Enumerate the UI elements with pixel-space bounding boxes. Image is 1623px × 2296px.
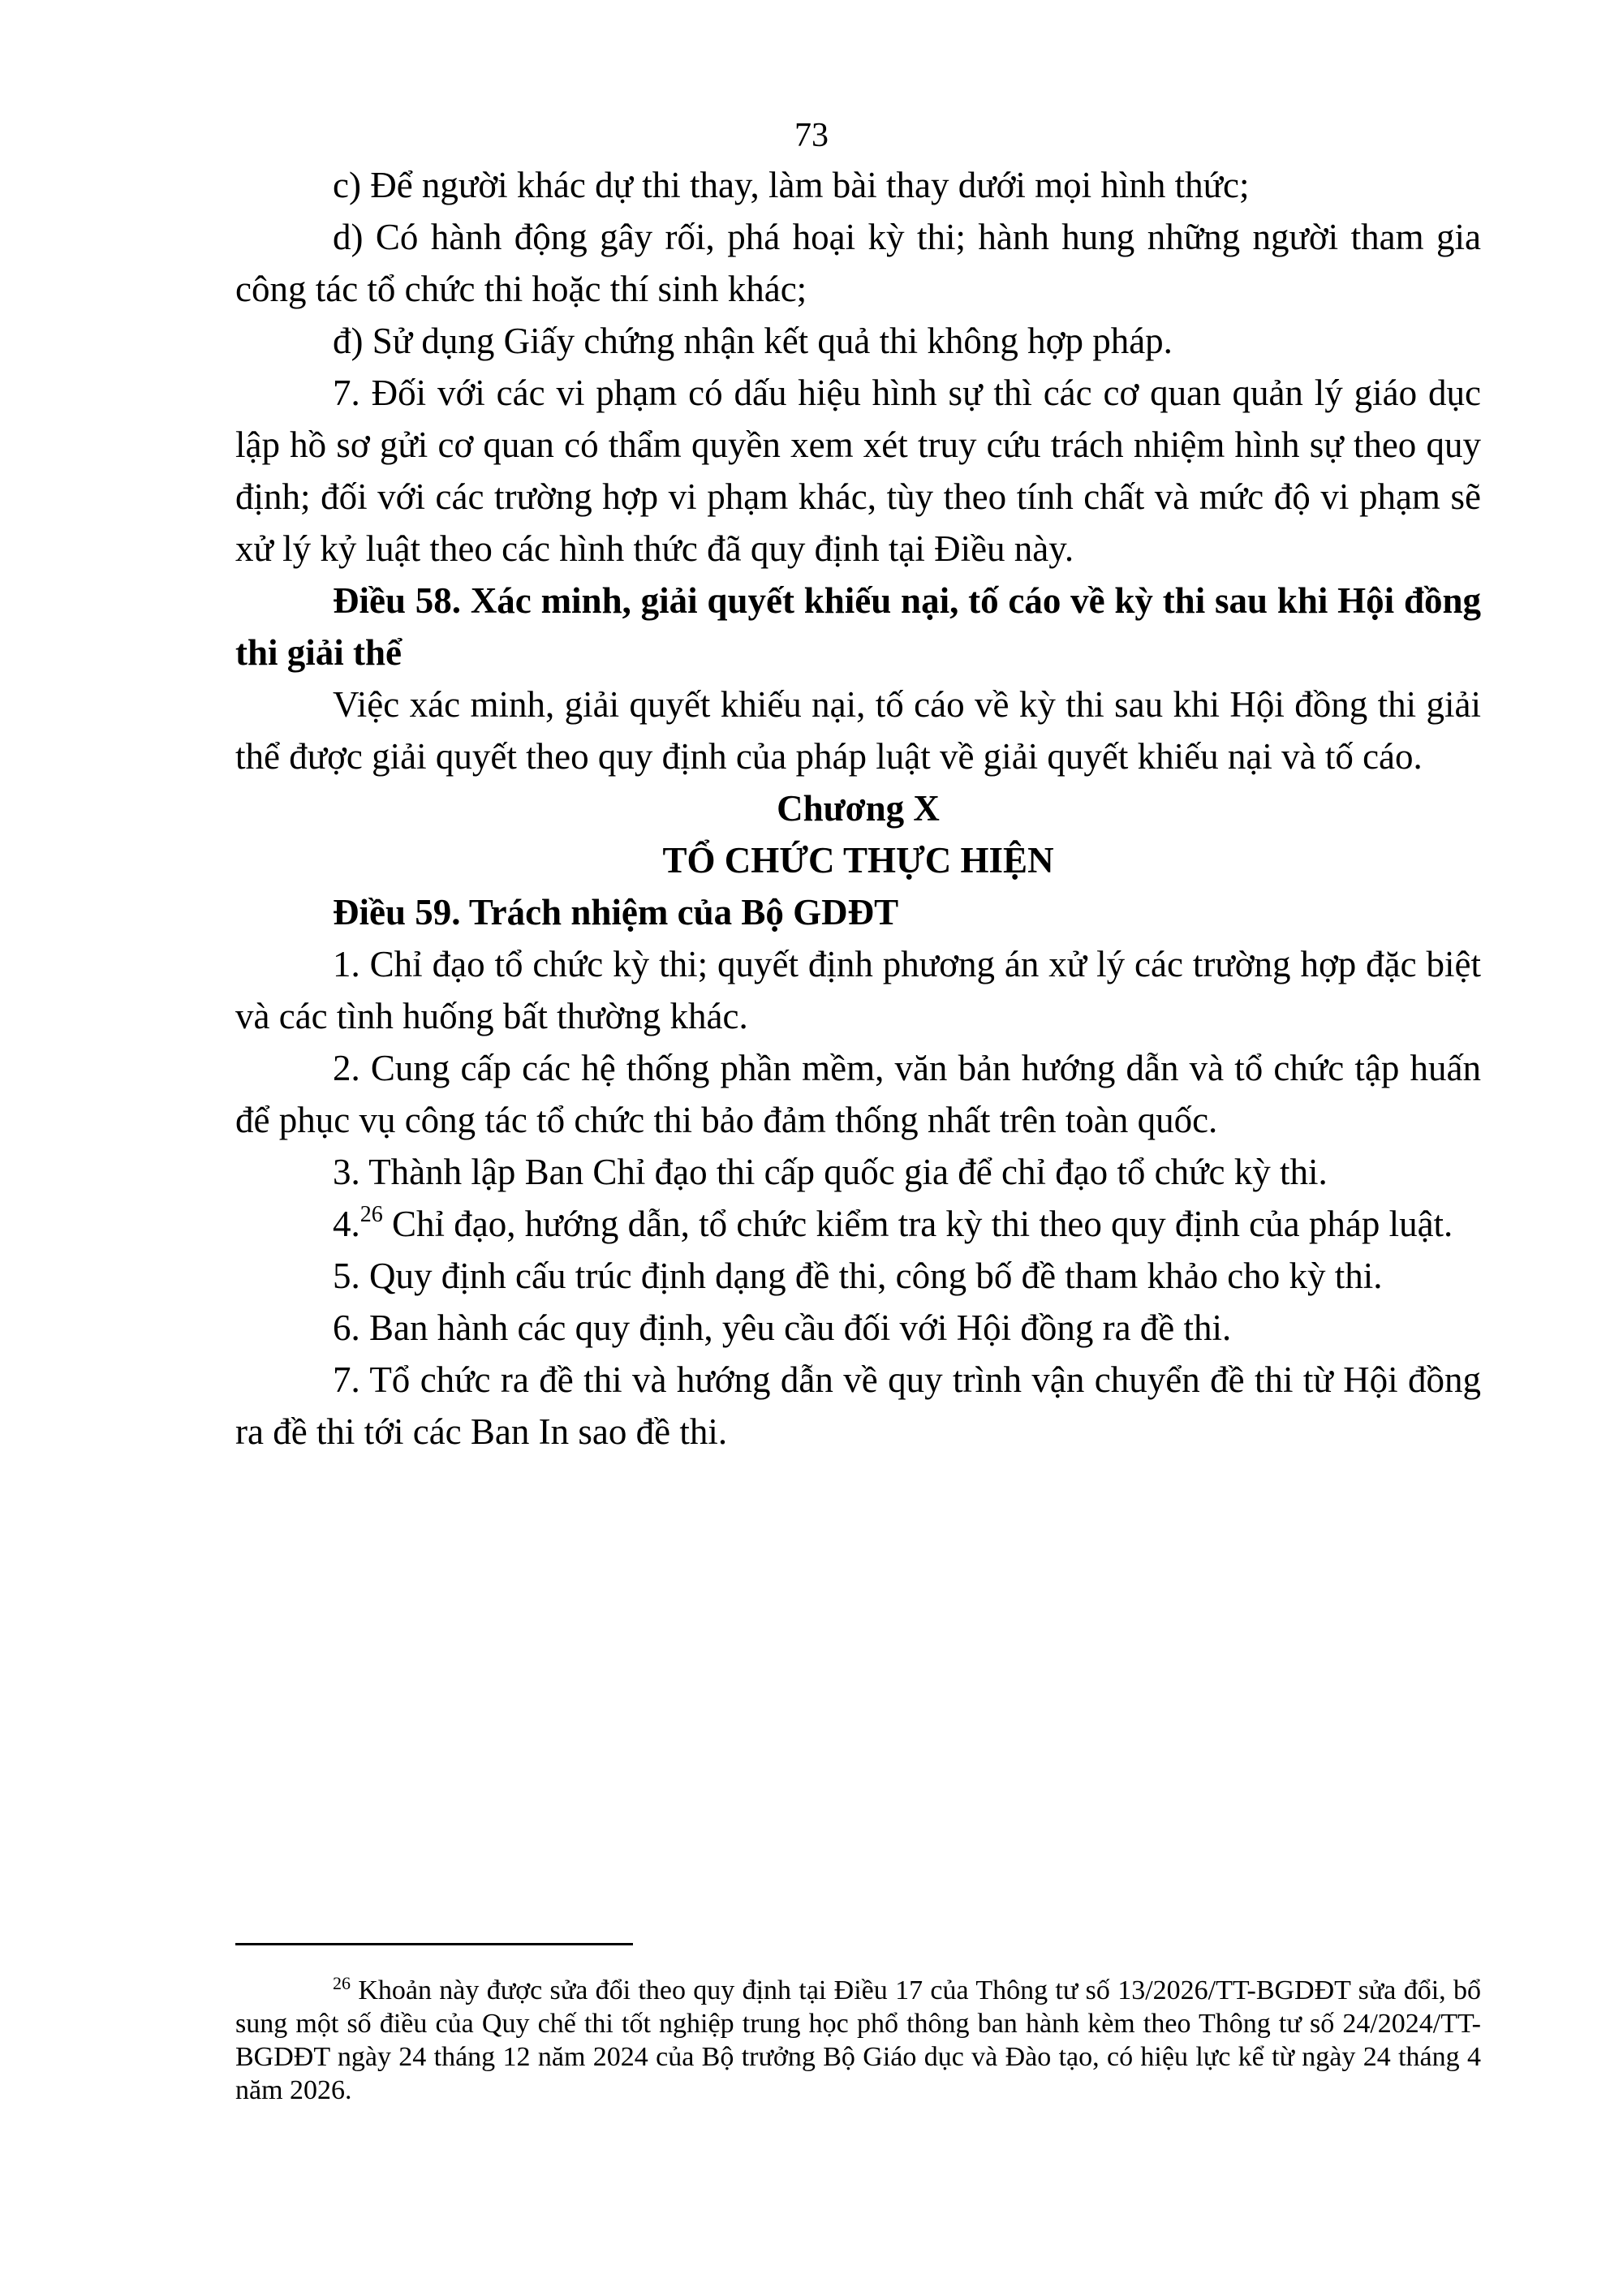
article-59-item-7: 7. Tổ chức ra đề thi và hướng dẫn về quy trình vận chuyển đề thi từ Hội đồng ra đề thi tới các Ban In sao đề thi. (235, 1359, 1481, 1452)
article-59-heading: Điều 59. Trách nhiệm của Bộ GDĐT (333, 892, 899, 933)
chapter-title: TỔ CHỨC THỰC HIỆN (662, 840, 1054, 881)
article-59-item-5: 5. Quy định cấu trúc định dạng đề thi, công bố đề tham khảo cho kỳ thi. (333, 1256, 1383, 1296)
chapter-number: Chương X (777, 788, 940, 829)
article-58-heading: Điều 58. Xác minh, giải quyết khiếu nại, tố cáo về kỳ thi sau khi Hội đồng thi giải thể (235, 580, 1481, 673)
paragraph-item-dd: đ) Sử dụng Giấy chứng nhận kết quả thi không hợp pháp. (333, 321, 1173, 361)
paragraph-clause-7: 7. Đối với các vi phạm có dấu hiệu hình sự thì các cơ quan quản lý giáo dục lập hồ sơ gửi cơ quan có thẩm quyền xem xét truy cứu trách nhiệm hình sự theo quy định; đối với các trường hợp vi phạm khác, tùy theo tính chất và mức độ vi phạm sẽ xử lý kỷ luật theo các hình thức đã quy định tại Điều này. (235, 373, 1481, 569)
footnote-text: Khoản này được sửa đổi theo quy định tại Điều 17 của Thông tư số 13/2026/TT-BGDĐT sửa đổi, bổ sung một số điều của Quy chế thi tốt nghiệp trung học phổ thông ban hành kèm theo Thông tư số 24/2024/TT-BGDĐT ngày 24 tháng 12 năm 2024 của Bộ trưởng Bộ Giáo dục và Đào tạo, có hiệu lực kể từ ngày 24 tháng 4 năm 2026. (235, 1975, 1481, 2105)
article-59-item-6: 6. Ban hành các quy định, yêu cầu đối với Hội đồng ra đề thi. (333, 1307, 1232, 1348)
paragraph-item-c: c) Để người khác dự thi thay, làm bài thay dưới mọi hình thức; (333, 165, 1250, 205)
paragraph-item-d: d) Có hành động gây rối, phá hoại kỳ thi; hành hung những người tham gia công tác tổ chức thi hoặc thí sinh khác; (235, 217, 1481, 309)
item-4-prefix: 4. (333, 1204, 360, 1244)
article-59-item-4 (235, 1198, 1481, 1250)
document-body (235, 159, 1481, 1458)
article-59-item-1: 1. Chỉ đạo tổ chức kỳ thi; quyết định phương án xử lý các trường hợp đặc biệt và các tình huống bất thường khác. (235, 944, 1481, 1036)
item-4-text: Chỉ đạo, hướng dẫn, tổ chức kiểm tra kỳ thi theo quy định của pháp luật. (382, 1204, 1453, 1244)
article-59-item-3: 3. Thành lập Ban Chỉ đạo thi cấp quốc gia để chỉ đạo tổ chức kỳ thi. (333, 1152, 1328, 1192)
footnote-marker: 26 (333, 1973, 351, 1993)
article-59-item-2: 2. Cung cấp các hệ thống phần mềm, văn bản hướng dẫn và tổ chức tập huấn để phục vụ công tác tổ chức thi bảo đảm thống nhất trên toàn quốc. (235, 1048, 1481, 1140)
footnote-reference[interactable]: 26 (359, 1202, 383, 1227)
footnote-separator (235, 1943, 633, 1945)
article-58-body: Việc xác minh, giải quyết khiếu nại, tố cáo về kỳ thi sau khi Hội đồng thi giải thể được giải quyết theo quy định của pháp luật về giải quyết khiếu nại và tố cáo. (235, 684, 1481, 777)
footnote (235, 1974, 1481, 2107)
page-number: 73 (794, 117, 829, 154)
